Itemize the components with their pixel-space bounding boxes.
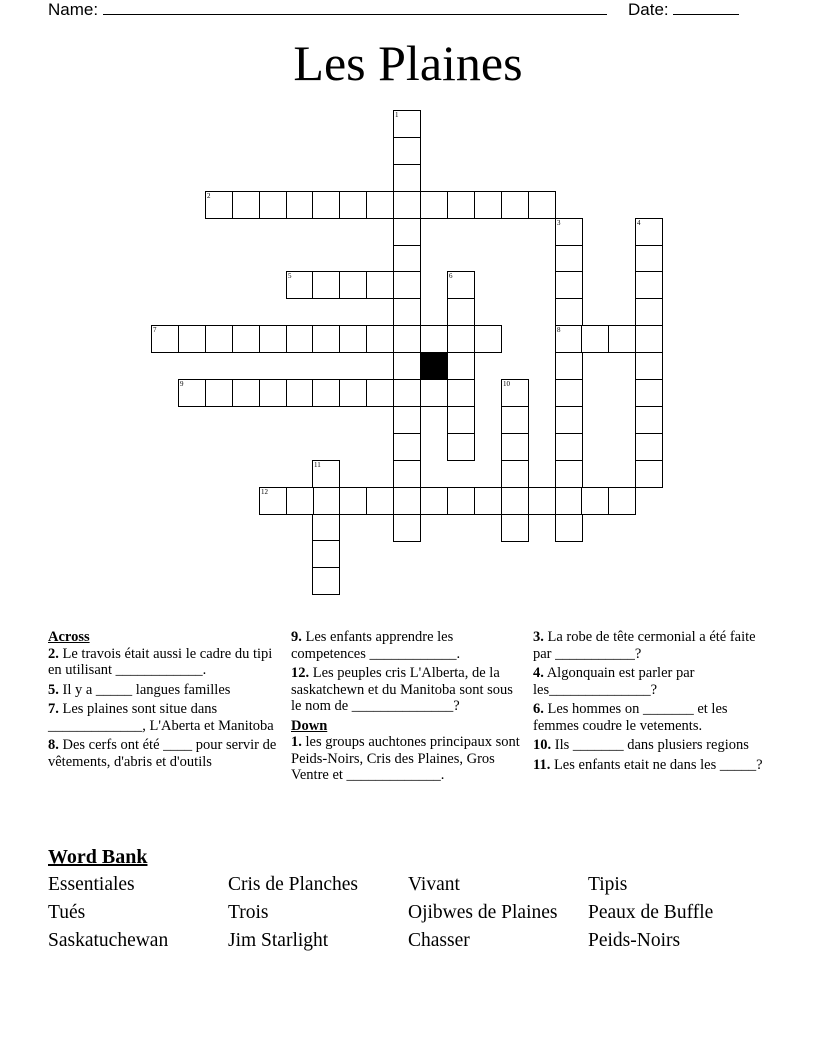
- word-bank-title: Word Bank: [48, 846, 148, 868]
- crossword-cell[interactable]: [366, 271, 394, 299]
- crossword-cell[interactable]: [555, 218, 583, 246]
- crossword-cell[interactable]: [447, 271, 475, 299]
- clue-number: 6: [449, 272, 453, 280]
- crossword-cell[interactable]: [474, 191, 502, 219]
- crossword-cell[interactable]: [501, 514, 529, 542]
- crossword-cell[interactable]: [420, 379, 448, 407]
- clues-column-2: [291, 629, 523, 787]
- crossword-cell[interactable]: [286, 271, 314, 299]
- crossword-cell[interactable]: [232, 325, 260, 353]
- crossword-cell[interactable]: [635, 298, 663, 326]
- crossword-cell[interactable]: [393, 352, 421, 380]
- clue-number: 10: [503, 380, 510, 388]
- clue-down-11: 11. Les enfants etait ne dans les _____?: [533, 756, 763, 773]
- clue-down-3: 3. La robe de tête cermonial a été faite par ___________?: [533, 629, 756, 662]
- crossword-cell[interactable]: [286, 325, 314, 353]
- word-bank-item: Chasser: [408, 930, 470, 951]
- crossword-cell[interactable]: [393, 218, 421, 246]
- across-heading: Across: [48, 629, 90, 645]
- crossword-cell[interactable]: [366, 487, 394, 515]
- crossword-cell[interactable]: [555, 487, 583, 515]
- crossword-cell[interactable]: [555, 325, 583, 353]
- word-bank-item: Vivant: [408, 874, 460, 895]
- crossword-cell[interactable]: [528, 487, 556, 515]
- crossword-cell[interactable]: [528, 191, 556, 219]
- date-label: Date:: [628, 0, 669, 19]
- crossword-cell[interactable]: [339, 191, 367, 219]
- crossword-cell[interactable]: [555, 352, 583, 380]
- clue-down-1: 1. les groups auchtones principaux sont Peids-Noirs, Cris des Plaines, Gros Ventre et _____________.: [291, 734, 520, 783]
- crossword-cell[interactable]: [555, 379, 583, 407]
- crossword-cell[interactable]: [474, 325, 502, 353]
- clue-across-12: 12. Les peuples cris L'Alberta, de la saskatchewn et du Manitoba sont sous le nom de ______________?: [291, 665, 513, 714]
- name-blank: [103, 0, 607, 15]
- crossword-cell[interactable]: [555, 433, 583, 461]
- crossword-cell[interactable]: [393, 379, 421, 407]
- crossword-cell[interactable]: [393, 298, 421, 326]
- crossword-cell[interactable]: [420, 487, 448, 515]
- crossword-cell[interactable]: [366, 379, 394, 407]
- clue-down-10: 10. Ils _______ dans plusiers regions: [533, 737, 749, 753]
- crossword-cell[interactable]: [635, 406, 663, 434]
- crossword-cell[interactable]: [501, 460, 529, 488]
- crossword-cell[interactable]: [232, 379, 260, 407]
- crossword-cell[interactable]: [312, 514, 340, 542]
- clue-number: 11: [314, 461, 321, 469]
- crossword-cell[interactable]: [393, 110, 421, 138]
- clue-across-7: 7. Les plaines sont situe dans _____________, L'Aberta et Manitoba: [48, 701, 274, 734]
- crossword-cell[interactable]: [447, 487, 475, 515]
- clue-number: 1: [395, 111, 399, 119]
- word-bank: [48, 874, 768, 952]
- crossword-cell[interactable]: [581, 325, 609, 353]
- clue-number: 2: [207, 192, 211, 200]
- crossword-cell[interactable]: [312, 540, 340, 568]
- crossword-cell[interactable]: [447, 325, 475, 353]
- crossword-cell[interactable]: [501, 191, 529, 219]
- crossword-cell[interactable]: [420, 325, 448, 353]
- crossword-cell[interactable]: [366, 325, 394, 353]
- crossword-cell[interactable]: [447, 379, 475, 407]
- crossword-cell[interactable]: [501, 379, 529, 407]
- clue-number: 3: [557, 219, 561, 227]
- crossword-cell[interactable]: [312, 191, 340, 219]
- crossword-cell[interactable]: [259, 191, 287, 219]
- clue-across-2: 2. Le travois était aussi le cadre du tipi en utilisant ____________.: [48, 645, 273, 678]
- crossword-cell[interactable]: [581, 487, 609, 515]
- crossword-cell[interactable]: [608, 325, 636, 353]
- crossword-cell[interactable]: [447, 352, 475, 380]
- word-bank-item: Tipis: [588, 874, 628, 895]
- crossword-cell[interactable]: [635, 379, 663, 407]
- crossword-cell[interactable]: [555, 514, 583, 542]
- crossword-cell[interactable]: [312, 325, 340, 353]
- crossword-cell[interactable]: [339, 487, 367, 515]
- clue-across-8: 8. Des cerfs ont été ____ pour servir de vêtements, d'abris et d'outils: [48, 737, 277, 770]
- clue-number: 9: [180, 380, 184, 388]
- crossword-cell[interactable]: [286, 191, 314, 219]
- crossword-cell[interactable]: [366, 191, 394, 219]
- crossword-cell[interactable]: [312, 271, 340, 299]
- crossword-cell[interactable]: [474, 487, 502, 515]
- word-bank-item: Ojibwes de Plaines: [408, 902, 558, 923]
- crossword-cell[interactable]: [501, 433, 529, 461]
- crossword-cell[interactable]: [393, 191, 421, 219]
- word-bank-item: Saskatuchewan: [48, 930, 169, 951]
- crossword-cell[interactable]: [393, 271, 421, 299]
- crossword-cell[interactable]: [447, 298, 475, 326]
- crossword-cell[interactable]: [151, 325, 179, 353]
- word-bank-item: Trois: [228, 902, 269, 923]
- date-field: [628, 0, 739, 20]
- clues-column-1: [48, 629, 280, 773]
- clue-number: 12: [261, 488, 268, 496]
- crossword-cell[interactable]: [555, 298, 583, 326]
- clue-down-4: 4. Algonquain est parler par les______________?: [533, 665, 695, 698]
- crossword-cell[interactable]: [635, 325, 663, 353]
- crossword-cell[interactable]: [232, 191, 260, 219]
- clue-number: 7: [153, 326, 157, 334]
- word-bank-item: Jim Starlight: [228, 930, 329, 951]
- crossword-cell[interactable]: [393, 164, 421, 192]
- crossword-cell[interactable]: [205, 191, 233, 219]
- crossword-cell[interactable]: [393, 433, 421, 461]
- crossword-cell[interactable]: [339, 379, 367, 407]
- crossword-cell[interactable]: [447, 433, 475, 461]
- crossword-cell[interactable]: [312, 379, 340, 407]
- crossword-cell[interactable]: [635, 352, 663, 380]
- word-bank-item: Essentiales: [48, 874, 135, 895]
- crossword-cell[interactable]: [555, 460, 583, 488]
- crossword-cell[interactable]: [608, 487, 636, 515]
- crossword-cell[interactable]: [555, 245, 583, 273]
- clue-across-9: 9. Les enfants apprendre les competences ____________.: [291, 629, 461, 662]
- crossword-cell[interactable]: [339, 325, 367, 353]
- crossword-cell[interactable]: [501, 406, 529, 434]
- clue-number: 8: [557, 326, 561, 334]
- crossword-cell[interactable]: [205, 325, 233, 353]
- crossword-cell[interactable]: [635, 245, 663, 273]
- crossword-cell[interactable]: [312, 567, 340, 595]
- clue-number: 4: [637, 219, 641, 227]
- name-label: Name:: [48, 0, 99, 19]
- crossword-cell[interactable]: [555, 406, 583, 434]
- crossword-cell[interactable]: [555, 271, 583, 299]
- crossword-cell[interactable]: [635, 271, 663, 299]
- word-bank-item: Cris de Planches: [228, 874, 358, 895]
- crossword-cell[interactable]: [312, 487, 340, 515]
- crossword-cell[interactable]: [393, 514, 421, 542]
- crossword-cell[interactable]: [393, 137, 421, 165]
- crossword-cell[interactable]: [259, 379, 287, 407]
- crossword-cell[interactable]: [447, 406, 475, 434]
- crossword-cell[interactable]: [393, 460, 421, 488]
- crossword-cell[interactable]: [393, 245, 421, 273]
- word-bank-item: Peaux de Buffle: [588, 902, 714, 923]
- crossword-cell[interactable]: [447, 191, 475, 219]
- date-blank: [673, 0, 739, 15]
- crossword-cell[interactable]: [178, 379, 206, 407]
- crossword-cell[interactable]: [312, 460, 340, 488]
- page-title: Les Plaines: [293, 35, 523, 91]
- crossword-cell[interactable]: [286, 379, 314, 407]
- clue-number: 5: [288, 272, 292, 280]
- crossword-cell[interactable]: [501, 487, 529, 515]
- crossword-cell[interactable]: [420, 191, 448, 219]
- crossword-cell[interactable]: [393, 406, 421, 434]
- clues-column-3: [533, 629, 765, 776]
- crossword-cell[interactable]: [205, 379, 233, 407]
- word-bank-item: Peids-Noirs: [588, 930, 681, 951]
- crossword-cell[interactable]: [339, 271, 367, 299]
- crossword-cell[interactable]: [286, 487, 314, 515]
- word-bank-item: Tués: [48, 902, 86, 923]
- down-heading: Down: [291, 717, 328, 734]
- crossword-cell[interactable]: [393, 325, 421, 353]
- clue-across-5: 5. Il y a _____ langues familles: [48, 681, 231, 698]
- crossword-cell[interactable]: [635, 218, 663, 246]
- crossword-cell[interactable]: [178, 325, 206, 353]
- crossword-cell[interactable]: [635, 460, 663, 488]
- crossword-cell[interactable]: [259, 325, 287, 353]
- clue-down-6: 6. Les hommes on _______ et les femmes coudre le vetements.: [533, 701, 728, 734]
- crossword-black-cell: [420, 352, 448, 380]
- crossword-cell[interactable]: [259, 487, 287, 515]
- crossword-cell[interactable]: [635, 433, 663, 461]
- name-field: [48, 0, 607, 20]
- crossword-cell[interactable]: [393, 487, 421, 515]
